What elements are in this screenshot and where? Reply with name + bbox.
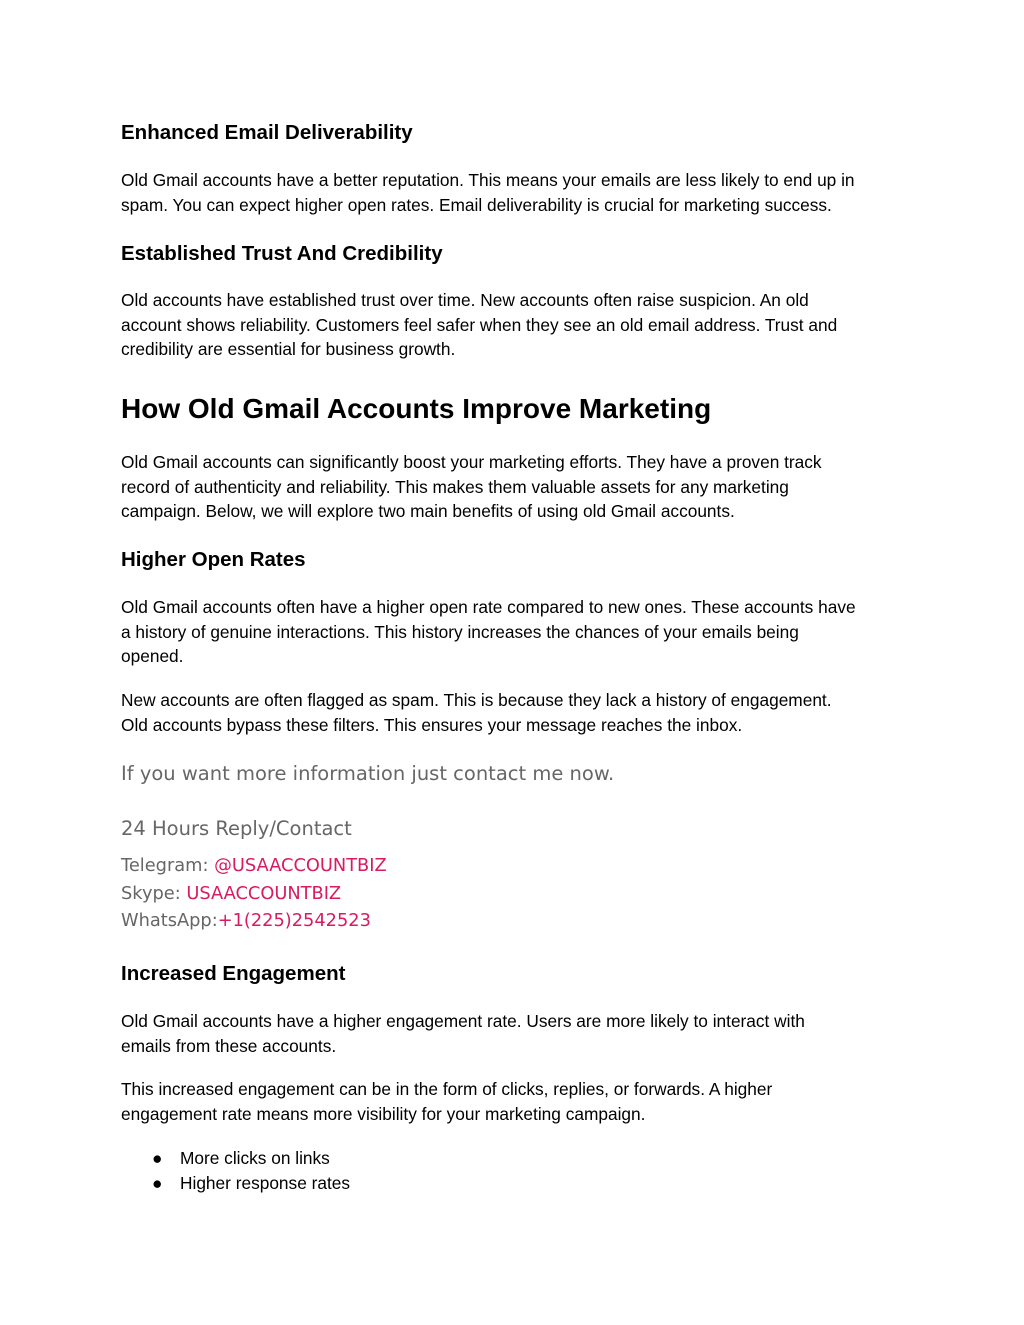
contact-skype: [121, 883, 341, 904]
contact-reply-note: 24 Hours Reply/Contact: [121, 817, 352, 840]
paragraph-trust-credibility: [121, 288, 911, 362]
heading-trust-credibility: Established Trust And Credibility: [121, 242, 443, 265]
paragraph-engagement-2: [121, 1077, 911, 1126]
paragraph-open-rates-2: [121, 688, 911, 737]
text-line: opened.: [121, 646, 184, 667]
bullet-icon: ●: [152, 1172, 163, 1193]
text-line: account shows reliability. Customers feel safer when they see an old email address. Trust and: [121, 314, 838, 335]
skype-label: Skype:: [121, 883, 187, 904]
text-line: Old accounts bypass these filters. This ensures your message reaches the inbox.: [121, 714, 743, 735]
text-line: Old accounts have established trust over time. New accounts often raise suspicion. An old: [121, 290, 809, 310]
contact-telegram: [121, 855, 387, 876]
contact-prompt: If you want more information just contact me now.: [121, 762, 615, 785]
contact-whatsapp: [121, 910, 371, 931]
list-item-text: Higher response rates: [180, 1172, 351, 1193]
bullet-icon: ●: [152, 1148, 163, 1168]
heading-email-deliverability: Enhanced Email Deliverability: [121, 121, 413, 144]
heading-increased-engagement: Increased Engagement: [121, 962, 346, 985]
text-line: Old Gmail accounts have a better reputation. This means your emails are less likely to end up in: [121, 170, 855, 190]
text-line: Old Gmail accounts have a higher engagement rate. Users are more likely to interact with: [121, 1011, 805, 1031]
text-line: campaign. Below, we will explore two main benefits of using old Gmail accounts.: [121, 501, 735, 522]
text-line: Old Gmail accounts often have a higher open rate compared to new ones. These accounts have: [121, 597, 856, 617]
text-line: This increased engagement can be in the form of clicks, replies, or forwards. A higher: [121, 1079, 773, 1099]
text-line: credibility are essential for business growth.: [121, 339, 456, 360]
heading-improve-marketing: How Old Gmail Accounts Improve Marketing: [121, 393, 712, 424]
text-line: emails from these accounts.: [121, 1035, 337, 1056]
paragraph-engagement-1: [121, 1009, 911, 1058]
text-line: spam. You can expect higher open rates. Email deliverability is crucial for marketing success.: [121, 194, 832, 215]
paragraph-open-rates-1: [121, 595, 911, 669]
telegram-label: Telegram:: [121, 855, 215, 876]
text-line: engagement rate means more visibility for your marketing campaign.: [121, 1103, 646, 1124]
whatsapp-link[interactable]: +1(225)2542523: [217, 910, 371, 931]
telegram-link[interactable]: @USAACCOUNTBIZ: [214, 855, 387, 876]
paragraph-improve-marketing: [121, 450, 911, 524]
paragraph-email-deliverability: [121, 168, 911, 217]
heading-higher-open-rates: Higher Open Rates: [121, 548, 306, 571]
whatsapp-label: WhatsApp:: [121, 910, 218, 931]
list-item-text: More clicks on links: [180, 1148, 330, 1168]
text-line: record of authenticity and reliability. This makes them valuable assets for any marketing: [121, 476, 789, 497]
text-line: New accounts are often flagged as spam. This is because they lack a history of engagement.: [121, 690, 832, 710]
text-line: Old Gmail accounts can significantly boost your marketing efforts. They have a proven track: [121, 452, 822, 472]
text-line: a history of genuine interactions. This history increases the chances of your emails being: [121, 621, 799, 642]
skype-link[interactable]: USAACCOUNTBIZ: [186, 883, 342, 904]
